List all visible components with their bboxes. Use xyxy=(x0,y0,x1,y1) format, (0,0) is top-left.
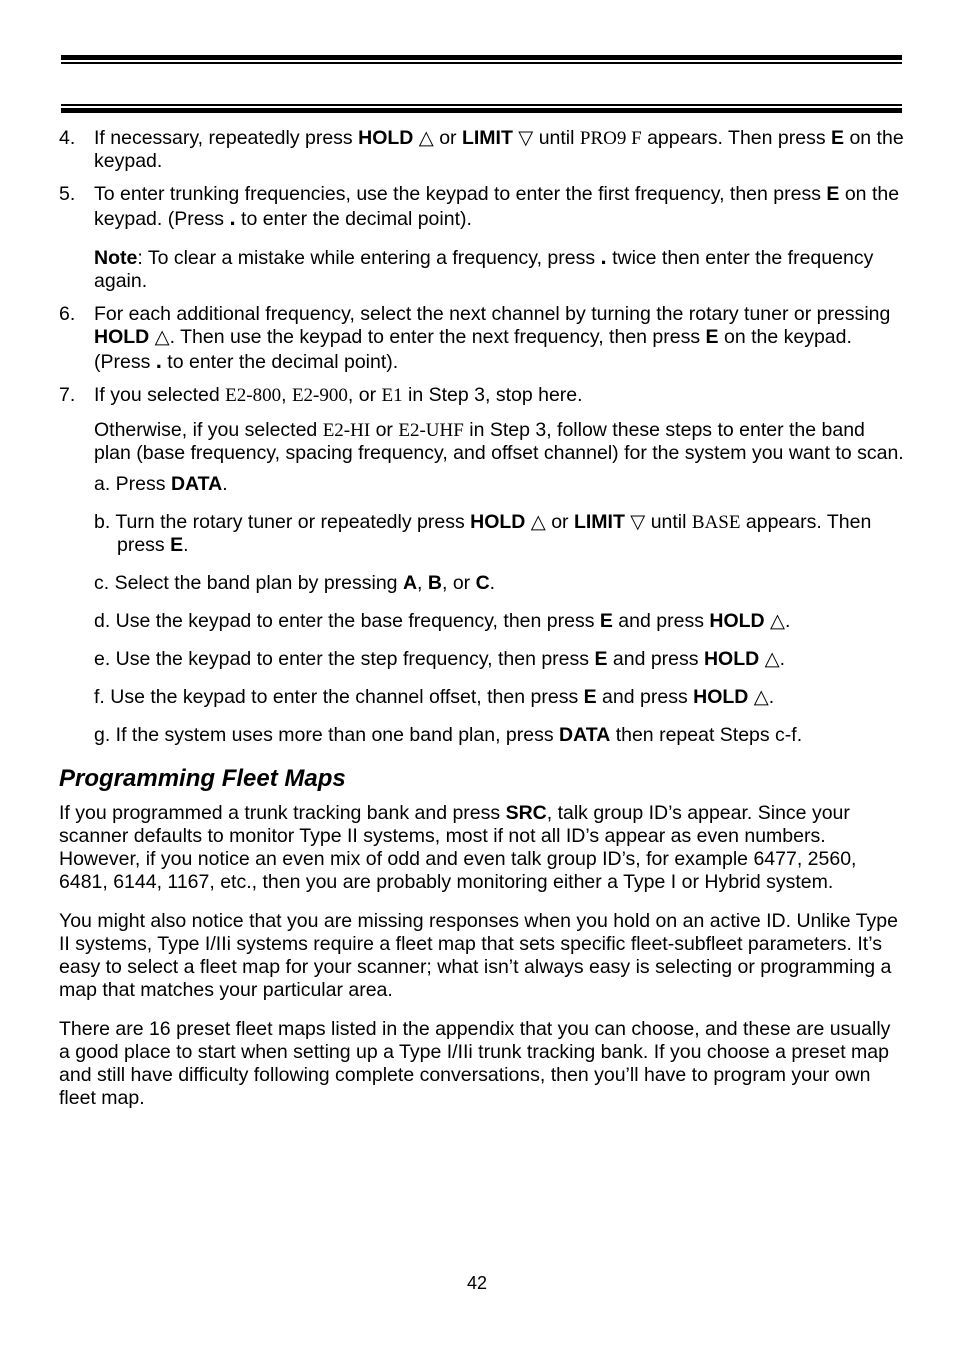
paragraph-1: If you programmed a trunk tracking bank and press SRC, talk group ID’s appear. Since your scanner defaults to monitor Type II systems, most if not all ID’s appear as even numbers. However, if you notice an even mix of odd and even talk group ID’s, for example 6477, 2560, 6481, 6144, 1167, etc., then you are probably monitoring either a Type I or Hybrid system. xyxy=(59,802,857,893)
display-text: PRO9 F xyxy=(579,128,642,149)
step-number: 6. xyxy=(59,303,76,325)
step-number: 4. xyxy=(59,127,76,149)
step-6 xyxy=(59,303,904,374)
substep-e: e. Use the keypad to enter the step frequency, then press E and press HOLD △. xyxy=(94,648,786,670)
substep-f: f. Use the keypad to enter the channel offset, then press E and press HOLD △. xyxy=(94,686,775,708)
page-number: 42 xyxy=(466,1273,488,1293)
step-7 xyxy=(59,384,904,747)
step-5 xyxy=(59,183,904,293)
substep-a: a. Press DATA. xyxy=(94,473,228,495)
paragraph-2: You might also notice that you are missing responses when you hold on an active ID. Unlike Type II systems, Type I/IIi systems require a fleet map that sets specific fleet-subfleet parameters. It’s easy to select a fleet map for your scanner; what isn’t always easy is selecting or programming a map that matches your particular area. xyxy=(59,910,898,1001)
note-label: Note xyxy=(94,247,138,269)
step-4 xyxy=(59,127,904,173)
substep-d: d. Use the keypad to enter the base frequency, then press E and press HOLD △. xyxy=(94,610,791,632)
steps-list xyxy=(59,127,904,747)
step-number: 5. xyxy=(59,183,76,205)
substep-b: b. Turn the rotary tuner or repeatedly press HOLD △ or LIMIT ▽ until BASE appears. Then press E. xyxy=(94,511,872,556)
step-text: For each additional frequency, select the next channel by turning the rotary tuner or pressing HOLD △. Then use the keypad to enter the next frequency, then press E on the keypad. (Press . to enter the decimal point). xyxy=(94,303,891,373)
step-text: If you selected E2-800, E2-900, or E1 in Step 3, stop here. xyxy=(94,384,583,406)
step-text: To enter trunking frequencies, use the keypad to enter the first frequency, then press E on the keypad. (Press . to enter the decimal point). xyxy=(94,183,900,230)
paragraph-3: There are 16 preset fleet maps listed in the appendix that you can choose, and these are usually a good place to start when setting up a Type I/IIi trunk tracking bank. If you choose a preset map and still have difficulty following complete conversations, then you’ll have to program your own fleet map. xyxy=(59,1018,891,1109)
step-7-otherwise: Otherwise, if you selected E2-HI or E2-UHF in Step 3, follow these steps to enter the band plan (base frequency, spacing frequency, and offset channel) for the system you want to scan. xyxy=(94,419,904,464)
step-text: If necessary, repeatedly press HOLD △ or LIMIT ▽ until PRO9 F appears. Then press E on the keypad. xyxy=(94,127,904,172)
section-heading: Programming Fleet Maps xyxy=(59,765,346,792)
header-rule-top xyxy=(61,55,902,64)
step-number: 7. xyxy=(59,384,76,406)
substep-c: c. Select the band plan by pressing A, B, or C. xyxy=(94,572,496,594)
page-content xyxy=(59,127,904,1126)
header-rule-bottom xyxy=(61,104,902,113)
substeps-list xyxy=(94,473,904,747)
substep-g: g. If the system uses more than one band plan, press DATA then repeat Steps c-f. xyxy=(94,724,803,746)
note: Note: To clear a mistake while entering a frequency, press . twice then enter the frequency again. xyxy=(94,244,874,292)
